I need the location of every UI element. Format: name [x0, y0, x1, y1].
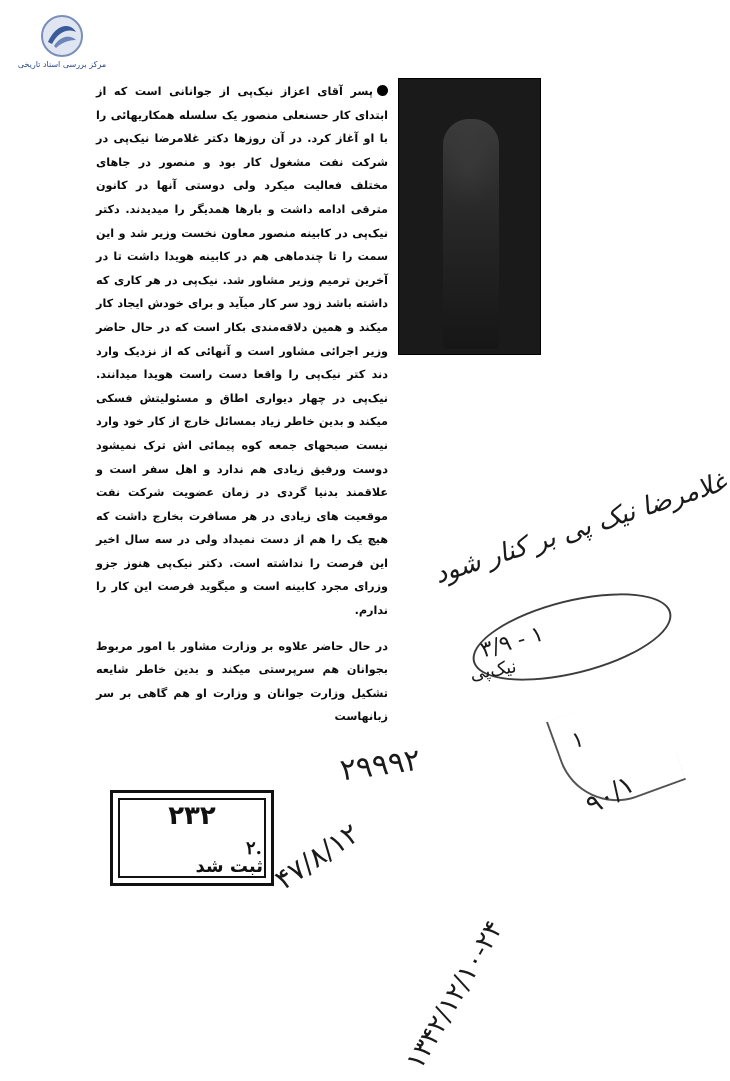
portrait-figure: [443, 119, 499, 349]
newspaper-clipping: [96, 80, 388, 729]
stamp-number: ۲۳۲: [168, 801, 216, 831]
archive-logo: [12, 14, 112, 74]
handwritten-code: ۳/۹ - ۱: [477, 621, 547, 664]
handwritten-date: ۴۷/۸/۱۲: [268, 816, 366, 897]
handwritten-file-number: ۲۹۹۹۲: [337, 742, 423, 789]
article-paragraph: [96, 80, 388, 623]
handwritten-short-note: نیک‌پی: [468, 656, 519, 685]
article-paragraph: در حال حاضر علاوه بر وزارت مشاور با امور مربوط بجوانان هم سرپرستی میکند و بدین خاطر شایعه تشکیل وزارت جوانان و وزارت او هم گاهی بر سر زبانهاست: [96, 639, 388, 724]
stamp-label: ثبت شد: [195, 856, 263, 877]
archive-logo-text: مرکز بررسی اسناد تاریخی: [17, 60, 107, 69]
bullet-icon: [377, 85, 388, 96]
handwritten-name: غلامرضا نیک پی بر کنار شود: [430, 467, 730, 590]
portrait-photo: [398, 78, 541, 355]
stamp-mark: ۲.: [246, 838, 262, 859]
archive-logo-icon: [40, 14, 84, 58]
handwritten-note-1: ۱: [569, 727, 587, 754]
handwritten-date-vertical: ۱۳۴۲/۱۲/۱۰-۲۴: [400, 915, 510, 1075]
article-paragraph-text: پسر آقای اعزاز نیک‌پی از جوانانی است که از ابتدای کار حسنعلی منصور یک سلسله همکاریهائی را با او آغاز کرد. در آن روزها دکتر غلامرضا نیک‌پی در شرکت نفت مشغول کار بود و منصور در جاهای مختلف فعالیت میکرد ولی دوستی آنها در کانون مترقی ادامه داشت و بارها همدیگر را میدیدند. دکتر نیک‌پی در کابینه منصور معاون نخست وزیر شد و این سمت را تا چندماهی هم در کابینه هویدا داشت تا در آخرین ترمیم وزیر مشاور شد. نیک‌پی در هر کاری که داشته باشد زود سر کار میآید و برای خودش ایجاد کار میکند و همین دلاقه‌مندی بکار است که در حال حاضر وزیر اجرائی مشاور است و آنهائی که از نزدیک وارد دند کتر نیک‌پی را واقعا دست راست هویدا میدانند. نیک‌پی در چهار دیواری اطاق و مسئولیتش فسکی میکند و بدین خاطر زیاد بمسائل خارج از کار خود وارد نیست صبحهای جمعه کوه پیمائی اش ترک نمیشود دوست ورفیق زیادی هم ندارد و اهل سفر است و علاقمند بدنیا گردی در زمان عضویت شرکت نفت موقعیت های زیادی در هر مسافرت بخارج داشت که هیچ یک را هم از دست نمیداد ولی در سه سال اخیر این فرصت را نداشته است. دکتر نیک‌پی هنوز جزو وزرای مجرد کابینه است و میگوید فرصت این کار را ندارم.: [96, 85, 388, 618]
handwritten-note-2: ۹۰/۱: [580, 769, 640, 821]
